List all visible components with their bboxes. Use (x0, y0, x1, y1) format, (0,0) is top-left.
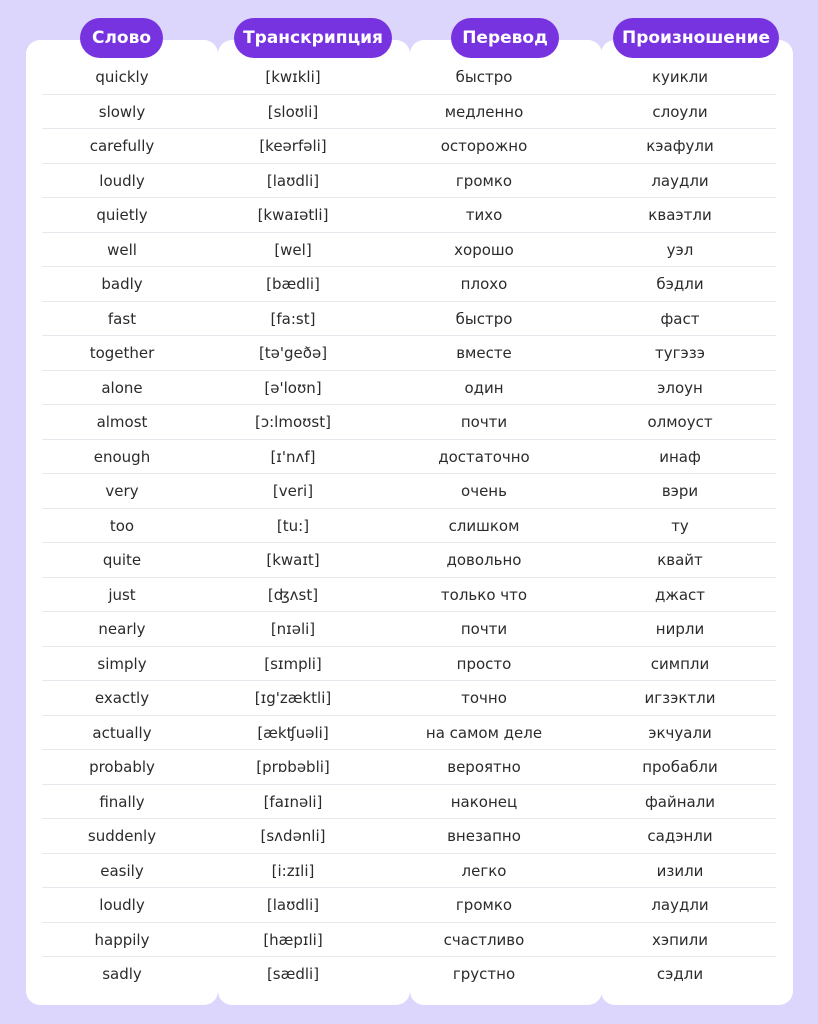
pronunciation-cell: слоули (652, 102, 708, 121)
transcription-cell: [tu:] (276, 516, 310, 535)
pronunciation-cell: нирли (655, 620, 705, 638)
translation-cell: на самом деле (425, 723, 543, 742)
word-cell: just (108, 585, 136, 604)
translation-cell: почти (460, 620, 508, 638)
translation-cell: хорошо (454, 240, 514, 259)
pronunciation-cell: симпли (650, 654, 710, 673)
pronunciation-cell: джаст (654, 585, 706, 604)
translation-cell: счастливо (443, 930, 525, 949)
pronunciation-cell: инаф (659, 447, 701, 466)
transcription-cell: [ɔ:lmoʊst] (255, 413, 331, 431)
translation-cell: слишком (448, 516, 520, 535)
table-row (42, 854, 776, 889)
pronunciation-cell: садэнли (647, 827, 713, 845)
translation-cell: внезапно (447, 827, 521, 845)
translation-cell: довольно (446, 551, 522, 569)
table-row (42, 578, 776, 613)
translation-cell: точно (461, 689, 507, 707)
word-cell: probably (89, 758, 155, 776)
table-row (42, 543, 776, 578)
table-row (42, 95, 776, 130)
pronunciation-cell: уэл (666, 240, 694, 259)
translation-cell: быстро (455, 68, 513, 86)
transcription-cell: [sɪmpli] (264, 654, 322, 673)
word-cell: happily (94, 930, 150, 949)
transcription-cell: [ʤʌst] (267, 585, 319, 604)
transcription-cell: [ɪ'nʌf] (270, 447, 316, 466)
pronunciation-cell: хэпили (651, 930, 708, 949)
word-cell: alone (101, 378, 143, 397)
transcription-cell: [keərfəli] (259, 137, 327, 155)
transcription-cell: [hæpɪli] (263, 930, 323, 949)
word-cell: carefully (89, 137, 155, 155)
pronunciation-cell: олмоуст (647, 413, 713, 431)
translation-cell: вероятно (447, 758, 521, 776)
translation-cell: громко (455, 171, 513, 190)
translation-cell: почти (460, 413, 508, 431)
translation-cell: достаточно (438, 447, 530, 466)
header-word: Слово (80, 18, 163, 58)
table-row (42, 336, 776, 371)
word-cell: finally (99, 792, 145, 811)
transcription-cell: [tə'geðə] (258, 344, 328, 362)
table-row (42, 819, 776, 854)
table-row (42, 129, 776, 164)
table-row (42, 371, 776, 406)
table-row (42, 785, 776, 820)
transcription-cell: [sædli] (266, 965, 320, 983)
word-cell: exactly (94, 689, 150, 707)
translation-cell: медленно (444, 102, 524, 121)
pronunciation-cell: ту (671, 516, 689, 535)
word-cell: sadly (102, 965, 142, 983)
pronunciation-cell: тугэзэ (655, 344, 705, 362)
pronunciation-cell: фаст (660, 309, 700, 328)
pronunciation-cell: кэафули (646, 137, 714, 155)
transcription-cell: [sʌdənli] (260, 827, 326, 845)
transcription-cell: [laʊdli] (266, 171, 320, 190)
table-row (42, 233, 776, 268)
table-row (42, 716, 776, 751)
table-row (42, 923, 776, 958)
table-row (42, 681, 776, 716)
pronunciation-cell: изили (656, 861, 704, 880)
translation-cell: легко (461, 861, 507, 880)
pronunciation-cell: лаудли (651, 896, 709, 914)
word-cell: slowly (98, 102, 146, 121)
word-cell: loudly (99, 171, 145, 190)
word-cell: actually (92, 723, 152, 742)
pronunciation-cell: кваэтли (648, 206, 712, 224)
transcription-cell: [ækʧuəli] (257, 723, 329, 742)
pronunciation-cell: элоун (657, 378, 703, 397)
table-row (42, 647, 776, 682)
pronunciation-cell: экчуали (648, 723, 712, 742)
transcription-cell: [faɪnəli] (263, 792, 323, 811)
pronunciation-cell: бэдли (656, 275, 704, 293)
transcription-cell: [sloʊli] (267, 102, 319, 121)
word-cell: badly (101, 275, 143, 293)
header-pronunciation: Произношение (613, 18, 779, 58)
translation-cell: вместе (456, 344, 512, 362)
translation-cell: тихо (465, 206, 503, 224)
word-cell: together (89, 344, 155, 362)
word-cell: loudly (99, 896, 145, 914)
header-transcription: Транскрипция (234, 18, 392, 58)
table-row (42, 302, 776, 337)
table-row (42, 474, 776, 509)
word-cell: suddenly (87, 827, 157, 845)
table-row (42, 888, 776, 923)
translation-cell: осторожно (440, 137, 528, 155)
word-cell: easily (100, 861, 144, 880)
table-row (42, 267, 776, 302)
table-row (42, 509, 776, 544)
transcription-cell: [bædli] (266, 275, 320, 293)
transcription-cell: [veri] (272, 482, 314, 500)
table-row (42, 164, 776, 199)
table-row (42, 198, 776, 233)
translation-cell: быстро (455, 309, 513, 328)
word-cell: very (105, 482, 139, 500)
transcription-cell: [wel] (274, 240, 312, 259)
translation-cell: просто (456, 654, 512, 673)
translation-cell: громко (455, 896, 513, 914)
transcription-cell: [ə'loʊn] (264, 378, 322, 397)
pronunciation-cell: вэри (661, 482, 699, 500)
word-cell: simply (97, 654, 147, 673)
transcription-cell: [ɪg'zæktli] (254, 689, 332, 707)
transcription-cell: [nɪəli] (270, 620, 316, 638)
pronunciation-cell: игзэктли (644, 689, 716, 707)
word-cell: too (109, 516, 135, 535)
pronunciation-cell: куикли (651, 68, 709, 86)
header-translation: Перевод (451, 18, 559, 58)
transcription-cell: [laʊdli] (266, 896, 320, 914)
pronunciation-cell: сэдли (656, 965, 704, 983)
transcription-cell: [fa:st] (270, 309, 316, 328)
word-cell: fast (107, 309, 137, 328)
pronunciation-cell: квайт (657, 551, 703, 569)
translation-cell: очень (461, 482, 507, 500)
translation-cell: один (464, 378, 504, 397)
pronunciation-cell: пробабли (642, 758, 718, 776)
word-cell: quietly (96, 206, 148, 224)
translation-cell: наконец (450, 792, 518, 811)
transcription-cell: [prɒbəbli] (256, 758, 330, 776)
vocabulary-table (42, 60, 776, 992)
table-row (42, 405, 776, 440)
translation-cell: грустно (452, 965, 516, 983)
transcription-cell: [kwɪkli] (265, 68, 321, 86)
table-row (42, 750, 776, 785)
table-row (42, 440, 776, 475)
table-row (42, 957, 776, 992)
word-cell: almost (96, 413, 148, 431)
table-row (42, 612, 776, 647)
translation-cell: плохо (460, 275, 508, 293)
transcription-cell: [i:zɪli] (271, 861, 315, 880)
word-cell: quickly (95, 68, 149, 86)
table-row (42, 60, 776, 95)
translation-cell: только что (440, 585, 528, 604)
word-cell: enough (93, 447, 151, 466)
transcription-cell: [kwaɪt] (266, 551, 320, 569)
pronunciation-cell: лаудли (651, 171, 709, 190)
word-cell: nearly (98, 620, 146, 638)
transcription-cell: [kwaɪətli] (257, 206, 329, 224)
word-cell: quite (102, 551, 142, 569)
pronunciation-cell: файнали (644, 792, 716, 811)
word-cell: well (107, 240, 137, 259)
